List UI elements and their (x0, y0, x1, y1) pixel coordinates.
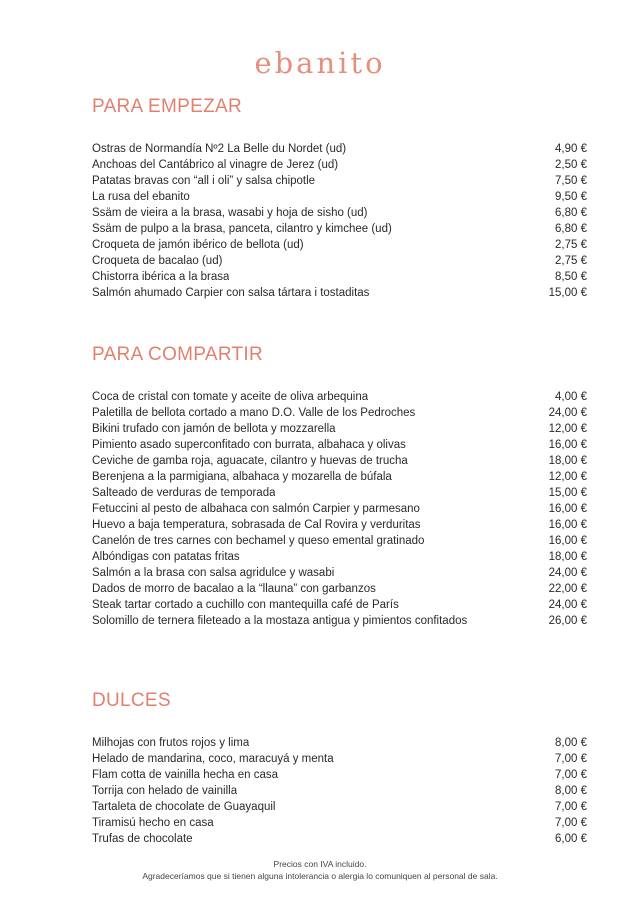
menu-item-name: Patatas bravas con “all i oli” y salsa chipotle (92, 175, 316, 187)
menu-item-price: 26,00 € (548, 615, 587, 627)
menu-item (92, 221, 587, 237)
menu-item-price: 6,80 € (555, 223, 587, 235)
footer-allergy-note: Agradeceríamos que si tienen alguna intolerancia o alergia lo comuniquen al personal de sala. (142, 871, 498, 881)
menu-item-name: Albóndigas con patatas fritas (92, 551, 240, 563)
menu-item-name: Trufas de chocolate (92, 833, 193, 845)
menu-item-price: 7,00 € (555, 817, 587, 829)
section-title: PARA EMPEZAR (92, 96, 243, 117)
menu-item-name: Ssäm de pulpo a la brasa, panceta, cilantro y kimchee (ud) (92, 223, 392, 235)
brand-logo: ebanito (254, 46, 386, 80)
menu-item-name: Croqueta de jamón ibérico de bellota (ud) (92, 239, 304, 251)
menu-item-name: Steak tartar cortado a cuchillo con mantequilla café de París (92, 599, 399, 611)
menu-item-name: Ssäm de vieira a la brasa, wasabi y hoja de sisho (ud) (92, 207, 368, 219)
menu-item (92, 269, 587, 285)
menu-item-name: Coca de cristal con tomate y aceite de oliva arbequina (92, 391, 369, 403)
menu-item-price: 7,00 € (555, 801, 587, 813)
menu-item (92, 517, 587, 533)
menu-item-price: 4,90 € (555, 143, 587, 155)
menu-item-name: Ceviche de gamba roja, aguacate, cilantro y huevas de trucha (92, 455, 408, 467)
section-para-empezar (92, 96, 587, 301)
menu-item (92, 581, 587, 597)
menu-item-name: Flam cotta de vainilla hecha en casa (92, 769, 279, 781)
menu-item-name: Tartaleta de chocolate de Guayaquil (92, 801, 276, 813)
menu-item-price: 6,80 € (555, 207, 587, 219)
menu-item-name: Torrija con helado de vainilla (92, 785, 238, 797)
menu-item-price: 12,00 € (548, 423, 587, 435)
section-para-compartir (92, 344, 587, 629)
menu-item (92, 501, 587, 517)
menu-item-price: 8,00 € (555, 737, 587, 749)
footer-vat-note: Precios con IVA incluido. (273, 859, 367, 869)
menu-item-name: Solomillo de ternera fileteado a la mostaza antigua y pimientos confitados (92, 615, 468, 627)
menu-item (92, 485, 587, 501)
menu-list (92, 735, 587, 847)
menu-list (92, 389, 587, 629)
menu-item-name: Fetuccini al pesto de albahaca con salmón Carpier y parmesano (92, 503, 420, 515)
footer (0, 858, 640, 882)
menu-item-name: Tiramisú hecho en casa (92, 817, 214, 829)
menu-item (92, 735, 587, 751)
menu-item-name: Ostras de Normandía Nº2 La Belle du Nordet (ud) (92, 143, 347, 155)
menu-item-price: 24,00 € (548, 407, 587, 419)
menu-item (92, 205, 587, 221)
menu-item-price: 15,00 € (548, 487, 587, 499)
menu-item-price: 18,00 € (548, 551, 587, 563)
menu-item-name: Salteado de verduras de temporada (92, 487, 276, 499)
menu-item (92, 437, 587, 453)
menu-item-name: Canelón de tres carnes con bechamel y queso emental gratinado (92, 535, 425, 547)
menu-item (92, 453, 587, 469)
menu-item-price: 7,50 € (555, 175, 587, 187)
menu-item-price: 16,00 € (548, 439, 587, 451)
section-title: PARA COMPARTIR (92, 344, 264, 365)
menu-item-name: Berenjena a la parmigiana, albahaca y mozarella de búfala (92, 471, 392, 483)
menu-item-name: Helado de mandarina, coco, maracuyá y menta (92, 753, 334, 765)
menu-item-price: 8,00 € (555, 785, 587, 797)
menu-item-price: 6,00 € (555, 833, 587, 845)
menu-item-price: 4,00 € (555, 391, 587, 403)
menu-item (92, 253, 587, 269)
menu-item-price: 24,00 € (548, 567, 587, 579)
menu-item (92, 533, 587, 549)
menu-item-name: Anchoas del Cantábrico al vinagre de Jerez (ud) (92, 159, 339, 171)
menu-item-price: 16,00 € (548, 519, 587, 531)
menu-item (92, 141, 587, 157)
menu-item (92, 469, 587, 485)
menu-item (92, 189, 587, 205)
menu-item (92, 405, 587, 421)
menu-item (92, 389, 587, 405)
menu-item-price: 9,50 € (555, 191, 587, 203)
menu-item (92, 549, 587, 565)
menu-item-name: Paletilla de bellota cortado a mano D.O. Valle de los Pedroches (92, 407, 416, 419)
menu-item-price: 7,00 € (555, 769, 587, 781)
menu-item (92, 157, 587, 173)
menu-item-price: 16,00 € (548, 503, 587, 515)
menu-item-price: 16,00 € (548, 535, 587, 547)
menu-item-price: 18,00 € (548, 455, 587, 467)
menu-item (92, 285, 587, 301)
menu-item-name: Salmón a la brasa con salsa agridulce y wasabi (92, 567, 335, 579)
menu-item-price: 12,00 € (548, 471, 587, 483)
menu-item (92, 565, 587, 581)
menu-item (92, 173, 587, 189)
menu-item-name: La rusa del ebanito (92, 191, 190, 203)
menu-item-price: 15,00 € (548, 287, 587, 299)
menu-item (92, 613, 587, 629)
menu-item (92, 421, 587, 437)
menu-item (92, 799, 587, 815)
menu-item-name: Pimiento asado superconfitado con burrata, albahaca y olivas (92, 439, 406, 451)
menu-item (92, 831, 587, 847)
menu-item-name: Croqueta de bacalao (ud) (92, 255, 223, 267)
menu-item-price: 2,75 € (555, 255, 587, 267)
menu-item-price: 8,50 € (555, 271, 587, 283)
menu-item-name: Chistorra ibérica a la brasa (92, 271, 230, 283)
menu-item-price: 22,00 € (548, 583, 587, 595)
menu-item-name: Milhojas con frutos rojos y lima (92, 737, 250, 749)
menu-item-price: 7,00 € (555, 753, 587, 765)
menu-list (92, 141, 587, 301)
menu-item-price: 2,75 € (555, 239, 587, 251)
menu-item (92, 815, 587, 831)
menu-item-name: Salmón ahumado Carpier con salsa tártara i tostaditas (92, 287, 370, 299)
menu-item-name: Huevo a baja temperatura, sobrasada de Cal Rovira y verduritas (92, 519, 421, 531)
menu-item-price: 24,00 € (548, 599, 587, 611)
menu-item (92, 751, 587, 767)
section-title: DULCES (92, 690, 171, 711)
menu-item-name: Bikini trufado con jamón de bellota y mozzarella (92, 423, 336, 435)
menu-item-name: Dados de morro de bacalao a la “llauna” con garbanzos (92, 583, 376, 595)
section-dulces (92, 690, 587, 847)
menu-item-price: 2,50 € (555, 159, 587, 171)
menu-item (92, 783, 587, 799)
menu-item (92, 237, 587, 253)
menu-item (92, 767, 587, 783)
menu-item (92, 597, 587, 613)
